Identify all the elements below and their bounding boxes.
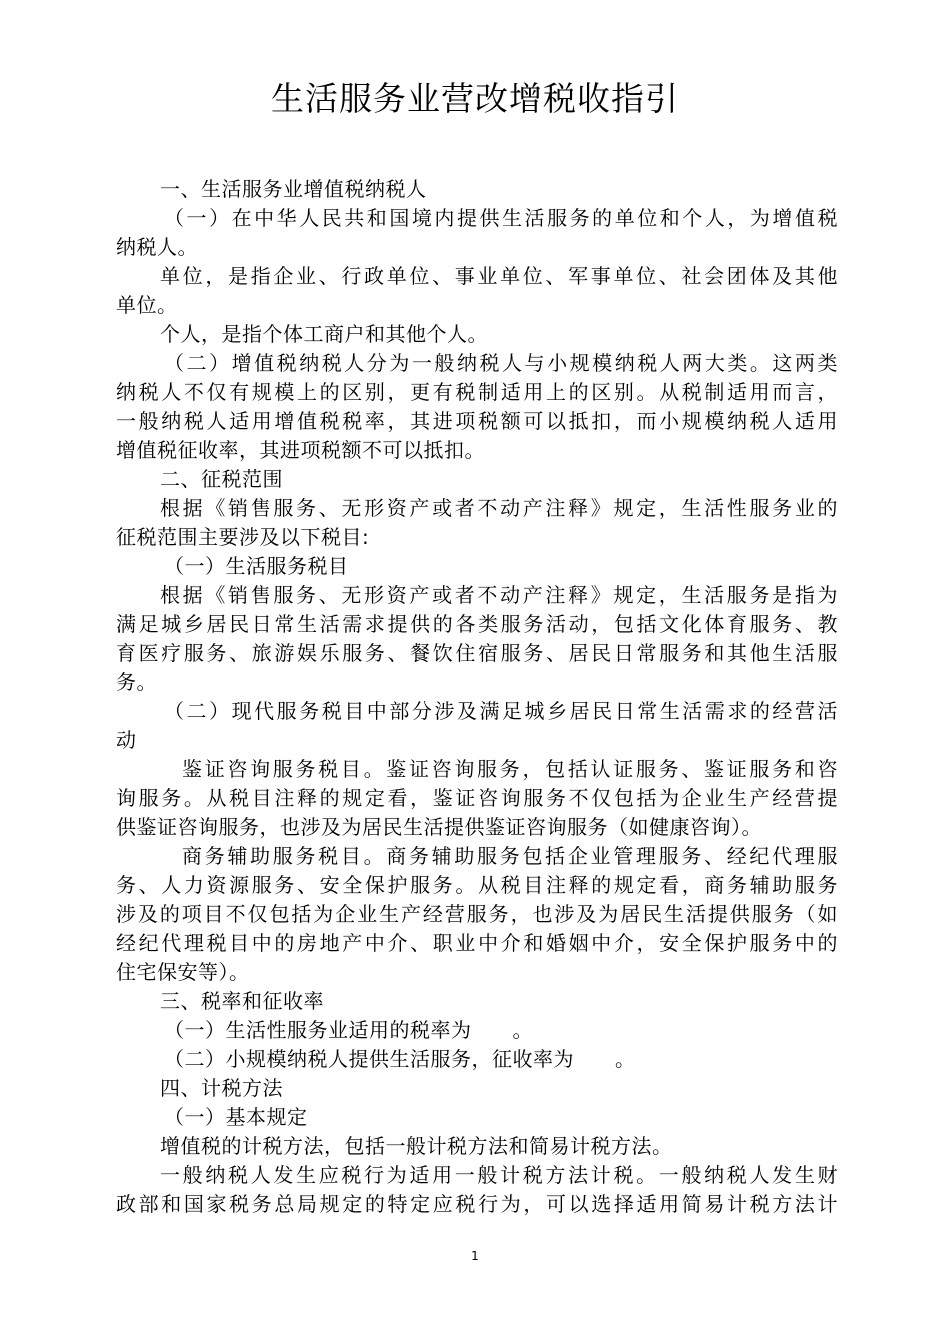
paragraph-line: 商务辅助服务税目。商务辅助服务包括企业管理服务、经纪代理服 <box>182 844 838 868</box>
document-body <box>116 175 838 1219</box>
paragraph-line: 个人，是指个体工商户和其他个人。 <box>160 322 488 346</box>
paragraph-line: 增值税征收率，其进项税额不可以抵扣。 <box>116 438 485 462</box>
paragraph-line: 根据《销售服务、无形资产或者不动产注释》规定，生活服务是指为 <box>160 583 838 607</box>
heading-2-scope: 二、征税范围 <box>160 467 283 491</box>
paragraph-line: 询服务。从税目注释的规定看，鉴证咨询服务不仅包括为企业生产经营提 <box>116 786 838 810</box>
paragraph-line: （一）在中华人民共和国境内提供生活服务的单位和个人，为增值税 <box>164 206 838 230</box>
paragraph-line: 动 <box>116 728 137 752</box>
subheading-line: （一）基本规定 <box>164 1105 308 1129</box>
paragraph-line: 育医疗服务、旅游娱乐服务、餐饮住宿服务、居民日常服务和其他生活服 <box>116 641 838 665</box>
paragraph-line: 住宅保安等）。 <box>116 960 250 984</box>
paragraph-line: 一般纳税人发生应税行为适用一般计税方法计税。一般纳税人发生财 <box>160 1163 838 1187</box>
paragraph-line: 一般纳税人适用增值税税率，其进项税额可以抵扣，而小规模纳税人适用 <box>116 409 838 433</box>
paragraph-line: 满足城乡居民日常生活需求提供的各类服务活动，包括文化体育服务、教 <box>116 612 838 636</box>
paragraph-line: 纳税人。 <box>116 235 198 259</box>
paragraph-line: 政部和国家税务总局规定的特定应税行为，可以选择适用简易计税方法计 <box>116 1192 838 1216</box>
paragraph-line: 涉及的项目不仅包括为企业生产经营服务，也涉及为居民生活提供服务（如 <box>116 902 838 926</box>
subheading-line: （一）生活服务税目 <box>164 554 349 578</box>
paragraph-line: （二）小规模纳税人提供生活服务，征收率为 。 <box>164 1047 636 1071</box>
paragraph-line: 纳税人不仅有规模上的区别，更有税制适用上的区别。从税制适用而言， <box>116 380 838 404</box>
heading-4-method: 四、计税方法 <box>160 1076 283 1100</box>
paragraph-line: 征税范围主要涉及以下税目: <box>116 525 370 549</box>
page-number: 1 <box>471 1249 479 1263</box>
paragraph-line: 务。 <box>116 670 157 694</box>
heading-1-taxpayer: 一、生活服务业增值税纳税人 <box>160 177 427 201</box>
document-title: 生活服务业营改增税收指引 <box>271 79 679 118</box>
paragraph-line: 鉴证咨询服务税目。鉴证咨询服务，包括认证服务、鉴证服务和咨 <box>182 757 838 781</box>
paragraph-line: 单位，是指企业、行政单位、事业单位、军事单位、社会团体及其他 <box>160 264 838 288</box>
paragraph-line: 增值税的计税方法，包括一般计税方法和简易计税方法。 <box>160 1134 673 1158</box>
paragraph-line: （二）增值税纳税人分为一般纳税人与小规模纳税人两大类。这两类 <box>164 351 838 375</box>
heading-3-rates: 三、税率和征收率 <box>160 989 324 1013</box>
subheading-line: （二）现代服务税目中部分涉及满足城乡居民日常生活需求的经营活 <box>164 699 838 723</box>
paragraph-line: 单位。 <box>116 293 178 317</box>
paragraph-line: （一）生活性服务业适用的税率为 。 <box>164 1018 533 1042</box>
paragraph-line: 经纪代理税目中的房地产中介、职业中介和婚姻中介，安全保护服务中的 <box>116 931 838 955</box>
paragraph-line: 根据《销售服务、无形资产或者不动产注释》规定，生活性服务业的 <box>160 496 838 520</box>
paragraph-line: 供鉴证咨询服务，也涉及为居民生活提供鉴证咨询服务（如健康咨询）。 <box>116 815 762 839</box>
paragraph-line: 务、人力资源服务、安全保护服务。从税目注释的规定看，商务辅助服务 <box>116 873 838 897</box>
